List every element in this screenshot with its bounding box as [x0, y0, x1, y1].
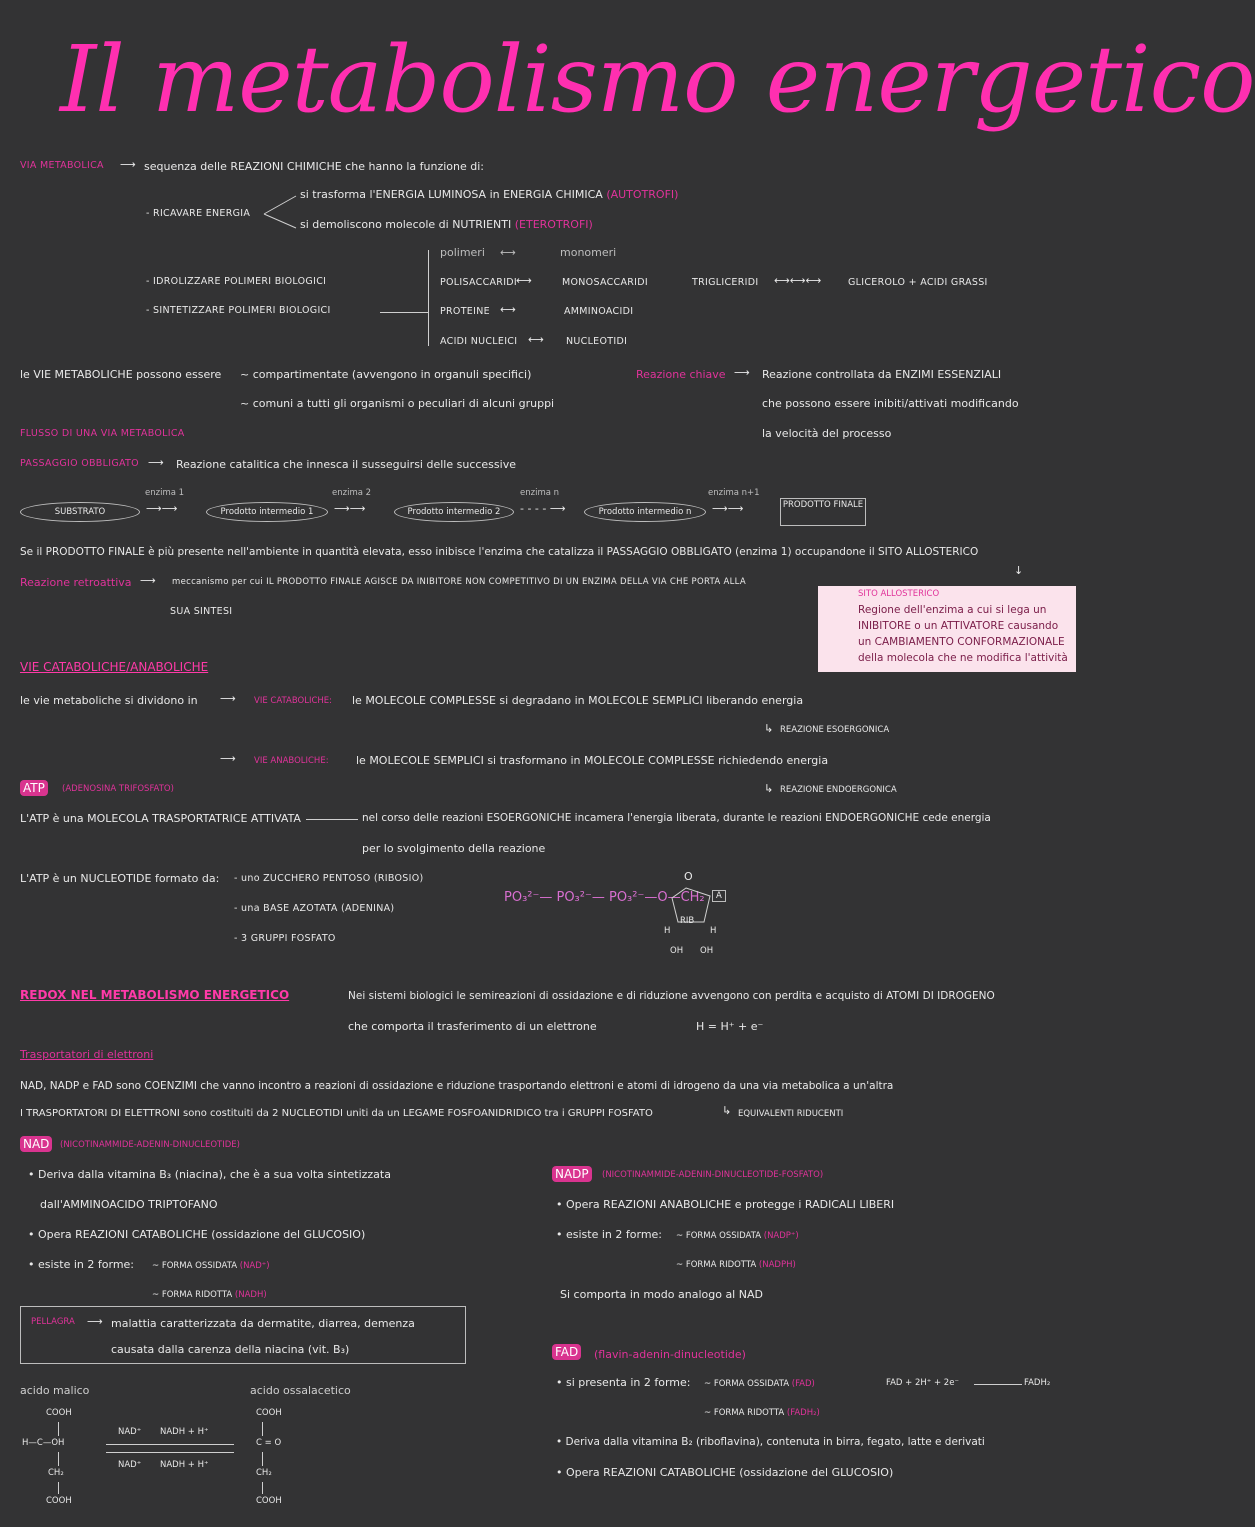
arrow: ⟶: [140, 574, 156, 587]
fad-eq-arrow: [974, 1384, 1022, 1385]
pair-nucleotidi: NUCLEOTIDI: [566, 336, 628, 347]
nadp-tag: NADP: [552, 1166, 592, 1182]
prodotto-intermedio-2: Prodotto intermedio 2: [394, 502, 514, 522]
chiave-def-1: Reazione controllata da ENZIMI ESSENZIALI: [762, 368, 1002, 381]
fad-rid: ~ FORMA RIDOTTA (FADH₂): [704, 1408, 820, 1418]
sito-1: Regione dell'enzima a cui si lega un: [858, 604, 1047, 616]
nad-bot-a: NAD⁺: [118, 1460, 142, 1470]
connector: [380, 312, 428, 313]
nad-ox: ~ FORMA OSSIDATA (NAD⁺): [152, 1261, 270, 1271]
reazione-esoergonica: REAZIONE ESOERGONICA: [780, 725, 890, 735]
nad-d2: • Opera REAZIONI CATABOLICHE (ossidazione del GLUCOSIO): [28, 1228, 365, 1241]
nadp-ox: ~ FORMA OSSIDATA (NADP⁺): [676, 1231, 799, 1241]
atp-oh-1: OH: [670, 946, 684, 956]
arrow: ⟶⟶: [334, 502, 366, 515]
pellagra-2: causata dalla carenza della niacina (vit. B₃): [111, 1343, 350, 1356]
malico-row-1: COOH: [46, 1408, 72, 1418]
reazione-retroattiva: Reazione retroattiva: [20, 576, 132, 589]
atp-l2: L'ATP è un NUCLEOTIDE formato da:: [20, 872, 220, 885]
pair-acidi-nucleici: ACIDI NUCLEICI: [440, 336, 518, 347]
vie-anaboliche: VIE ANABOLICHE:: [254, 756, 329, 766]
nadp-d3: Si comporta in modo analogo al NAD: [560, 1288, 763, 1301]
flusso-heading: FLUSSO DI UNA VIA METABOLICA: [20, 428, 185, 439]
pair-polisaccaridi: POLISACCARIDI: [440, 277, 518, 288]
obbligato-def: Reazione catalitica che innesca il susseguirsi delle successive: [176, 458, 516, 471]
atp-rib: RIB: [680, 916, 695, 926]
nad-d1b: dall'AMMINOACIDO TRIPTOFANO: [40, 1198, 218, 1211]
nad-tag: NAD: [20, 1136, 52, 1152]
acido-ossalacetico: acido ossalacetico: [250, 1384, 351, 1397]
enzima-n1: enzima n+1: [708, 488, 760, 498]
pellagra-box: [20, 1306, 466, 1364]
atp-l1: L'ATP è una MOLECOLA TRASPORTATRICE ATTIVATA: [20, 812, 301, 825]
idrolizzare: - IDROLIZZARE POLIMERI BIOLOGICI: [146, 276, 327, 287]
redox-t2: I TRASPORTATORI DI ELETTRONI sono costituiti da 2 NUCLEOTIDI uniti da un LEGAME FOSFOANIDRIDICO tra i GRUPPI FOSFATO: [20, 1108, 653, 1119]
vie-intro: le VIE METABOLICHE possono essere: [20, 368, 222, 381]
atp-c2: - una BASE AZOTATA (ADENINA): [234, 903, 395, 914]
pair-proteine: PROTEINE: [440, 306, 490, 317]
atp-base: A: [712, 890, 726, 902]
trasportatori-heading: Trasportatori di elettroni: [20, 1048, 154, 1061]
redox-heading: REDOX NEL METABOLISMO ENERGETICO: [20, 988, 290, 1002]
ricavare-energia: - RICAVARE ENERGIA: [146, 208, 251, 219]
sito-2: INIBITORE o un ATTIVATORE causando: [858, 620, 1059, 632]
chiave-def-3: la velocità del processo: [762, 427, 892, 440]
atp-h-right: H: [710, 926, 717, 936]
malico-row-3: CH₂: [48, 1468, 64, 1478]
atp-h-left: H: [664, 926, 671, 936]
arrow: ⟶⟶: [712, 502, 744, 515]
arrow: ⟷: [516, 274, 532, 287]
nadp-full: (NICOTINAMMIDE-ADENIN-DINUCLEOTIDE-FOSFATO): [602, 1170, 824, 1180]
ossal-row-3: CH₂: [256, 1468, 272, 1478]
acido-malico: acido malico: [20, 1384, 90, 1397]
atp-l1b: nel corso delle reazioni ESOERGONICHE incamera l'energia liberata, durante le reazioni ENDOERGONICHE cede energia: [362, 812, 991, 824]
passaggio-obbligato: PASSAGGIO OBBLIGATO: [20, 458, 139, 469]
redox-t1: NAD, NADP e FAD sono COENZIMI che vanno incontro a reazioni di ossidazione e riduzione trasportando elettroni e atomi di idrogeno da una via metabolica a un'altra: [20, 1080, 894, 1092]
retro-def-1: meccanismo per cui IL PRODOTTO FINALE AGISCE DA INIBITORE NON COMPETITIVO DI UN ENZIMA DELLA VIA CHE PORTA ALLA: [172, 577, 746, 587]
via-definition: sequenza delle REAZIONI CHIMICHE che hanno la funzione di:: [144, 160, 485, 173]
sito-title: SITO ALLOSTERICO: [858, 589, 940, 599]
arrow-down: ↓: [1014, 564, 1024, 577]
bond: [58, 1482, 59, 1494]
nadp-d2: • esiste in 2 forme:: [556, 1228, 662, 1241]
arrow: ⟶⟶: [146, 502, 178, 515]
equivalenti-riducenti: EQUIVALENTI RIDUCENTI: [738, 1109, 844, 1119]
bond: [58, 1422, 59, 1436]
fad-eq-left: FAD + 2H⁺ + 2e⁻: [886, 1378, 959, 1388]
reazione-chiave: Reazione chiave: [636, 368, 726, 381]
vie-cataboliche: VIE CATABOLICHE:: [254, 696, 333, 706]
malico-row-2: H—C—OH: [22, 1438, 65, 1448]
atp-oxygen: O: [684, 870, 693, 883]
pellagra-label: PELLAGRA: [31, 1317, 75, 1327]
fad-full: (flavin-adenin-dinucleotide): [594, 1348, 746, 1361]
nad-d1: • Deriva dalla vitamina B₃ (niacina), che è a sua volta sintetizzata: [28, 1168, 391, 1181]
bond: [262, 1422, 263, 1436]
polimeri-label: polimeri: [440, 246, 485, 259]
prodotto-intermedio-n: Prodotto intermedio n: [584, 502, 706, 522]
bond: [262, 1452, 263, 1466]
cataboliche-heading: VIE CATABOLICHE/ANABOLICHE: [20, 660, 209, 674]
vie-c1: ~ compartimentate (avvengono in organuli specifici): [240, 368, 532, 381]
enzima-1: enzima 1: [145, 488, 185, 498]
nad-d3: • esiste in 2 forme:: [28, 1258, 134, 1271]
eterotrofi-text: si demoliscono molecole di NUTRIENTI (ETEROTROFI): [300, 218, 593, 231]
fad-eq-right: FADH₂: [1024, 1378, 1051, 1388]
sito-3: un CAMBIAMENTO CONFORMAZIONALE: [858, 636, 1065, 648]
fad-d1: • si presenta in 2 forme:: [556, 1376, 690, 1389]
glicerolo: GLICEROLO + ACIDI GRASSI: [848, 277, 988, 288]
cat-intro: le vie metaboliche si dividono in: [20, 694, 198, 707]
malico-row-4: COOH: [46, 1496, 72, 1506]
anab-def: le MOLECOLE SEMPLICI si trasformano in MOLECOLE COMPLESSE richiedendo energia: [356, 754, 829, 767]
atp-full: (ADENOSINA TRIFOSFATO): [62, 784, 174, 794]
sintetizzare: - SINTETIZZARE POLIMERI BIOLOGICI: [146, 305, 331, 316]
arrow: ⟶: [87, 1315, 103, 1328]
fad-ox: ~ FORMA OSSIDATA (FAD): [704, 1379, 815, 1389]
nadp-d1: • Opera REAZIONI ANABOLICHE e protegge i RADICALI LIBERI: [556, 1198, 894, 1211]
fad-tag: FAD: [552, 1344, 581, 1360]
arrow: ⟶: [734, 366, 750, 379]
monomeri-label: monomeri: [560, 246, 617, 259]
redox-def1: Nei sistemi biologici le semireazioni di ossidazione e di riduzione avvengono con perdita e acquisto di ATOMI DI IDROGENO: [348, 990, 995, 1002]
nad-top-b: NADH + H⁺: [160, 1427, 209, 1437]
enzima-2: enzima 2: [332, 488, 372, 498]
atp-l1c: per lo svolgimento della reazione: [362, 842, 546, 855]
catab-def: le MOLECOLE COMPLESSE si degradano in MOLECOLE SEMPLICI liberando energia: [352, 694, 804, 707]
arrow: ⟶: [220, 692, 236, 705]
sito-4: della molecola che ne modifica l'attività: [858, 652, 1068, 664]
fad-d3: • Opera REAZIONI CATABOLICHE (ossidazione del GLUCOSIO): [556, 1466, 893, 1479]
arrow: ⟷: [500, 303, 516, 316]
atp-tag: ATP: [20, 780, 48, 796]
retro-def-2: SUA SINTESI: [170, 606, 233, 617]
nad-full: (NICOTINAMMIDE-ADENIN-DINUCLEOTIDE): [60, 1140, 240, 1150]
arrow: - - - - ⟶: [520, 502, 566, 515]
autotrofi-text: si trasforma l'ENERGIA LUMINOSA in ENERGIA CHIMICA (AUTOTROFI): [300, 188, 679, 201]
se-prodotto: Se il PRODOTTO FINALE è più presente nell'ambiente in quantità elevata, esso inibisce l'enzima che catalizza il PASSAGGIO OBBLIGATO (enzima 1) occupandone il SITO ALLOSTERICO: [20, 546, 979, 558]
atp-oh-2: OH: [700, 946, 714, 956]
arrow: ↳: [764, 782, 774, 795]
reaction-arrow-back: [106, 1452, 234, 1453]
reaction-arrow-forward: [106, 1444, 234, 1445]
reazione-endoergonica: REAZIONE ENDOERGONICA: [780, 785, 897, 795]
atp-c1: - uno ZUCCHERO PENTOSO (RIBOSIO): [234, 873, 424, 884]
nad-top-a: NAD⁺: [118, 1427, 142, 1437]
page-title: Il metabolismo energetico: [60, 26, 1255, 133]
bond: [262, 1482, 263, 1494]
pair-monosaccaridi: MONOSACCARIDI: [562, 277, 648, 288]
atp-c3: - 3 GRUPPI FOSFATO: [234, 933, 336, 944]
redox-def2: che comporta il trasferimento di un elettrone: [348, 1020, 597, 1033]
atp-formula: PO₃²⁻— PO₃²⁻— PO₃²⁻—O—CH₂: [504, 890, 705, 905]
prodotto-finale: PRODOTTO FINALE: [780, 498, 866, 526]
arrow: ⟷⟷⟷: [774, 274, 822, 287]
nad-rid: ~ FORMA RIDOTTA (NADH): [152, 1290, 267, 1300]
prodotto-intermedio-1: Prodotto intermedio 1: [206, 502, 328, 522]
chiave-def-2: che possono essere inibiti/attivati modificando: [762, 397, 1019, 410]
sito-allosterico-box: [818, 586, 1076, 672]
ossal-row-2: C = O: [256, 1438, 282, 1448]
pair-amminoacidi: AMMINOACIDI: [564, 306, 634, 317]
arrow: ⟷: [500, 246, 516, 259]
arrow: ⟷: [528, 333, 544, 346]
arrow: ↳: [722, 1104, 732, 1117]
ossal-row-4: COOH: [256, 1496, 282, 1506]
arrow: ⟶: [148, 456, 164, 469]
arrow: ↳: [764, 722, 774, 735]
arrow: ⟶: [220, 752, 236, 765]
connector: [306, 819, 358, 820]
trigliceridi: TRIGLICERIDI: [692, 277, 759, 288]
pellagra-1: malattia caratterizzata da dermatite, diarrea, demenza: [111, 1317, 415, 1330]
enzima-n: enzima n: [520, 488, 560, 498]
ossal-row-1: COOH: [256, 1408, 282, 1418]
branch-lines: [262, 192, 302, 232]
nad-bot-b: NADH + H⁺: [160, 1460, 209, 1470]
arrow: ⟶: [120, 158, 136, 171]
substrato: SUBSTRATO: [20, 502, 140, 522]
via-label: VIA METABOLICA: [20, 160, 104, 171]
bond: [58, 1452, 59, 1466]
fad-d2: • Deriva dalla vitamina B₂ (riboflavina), contenuta in birra, fegato, latte e derivati: [556, 1436, 985, 1449]
redox-eq: H = H⁺ + e⁻: [696, 1020, 764, 1033]
vie-c2: ~ comuni a tutti gli organismi o peculiari di alcuni gruppi: [240, 397, 555, 410]
nadp-rid: ~ FORMA RIDOTTA (NADPH): [676, 1260, 796, 1270]
bracket: [428, 250, 429, 346]
